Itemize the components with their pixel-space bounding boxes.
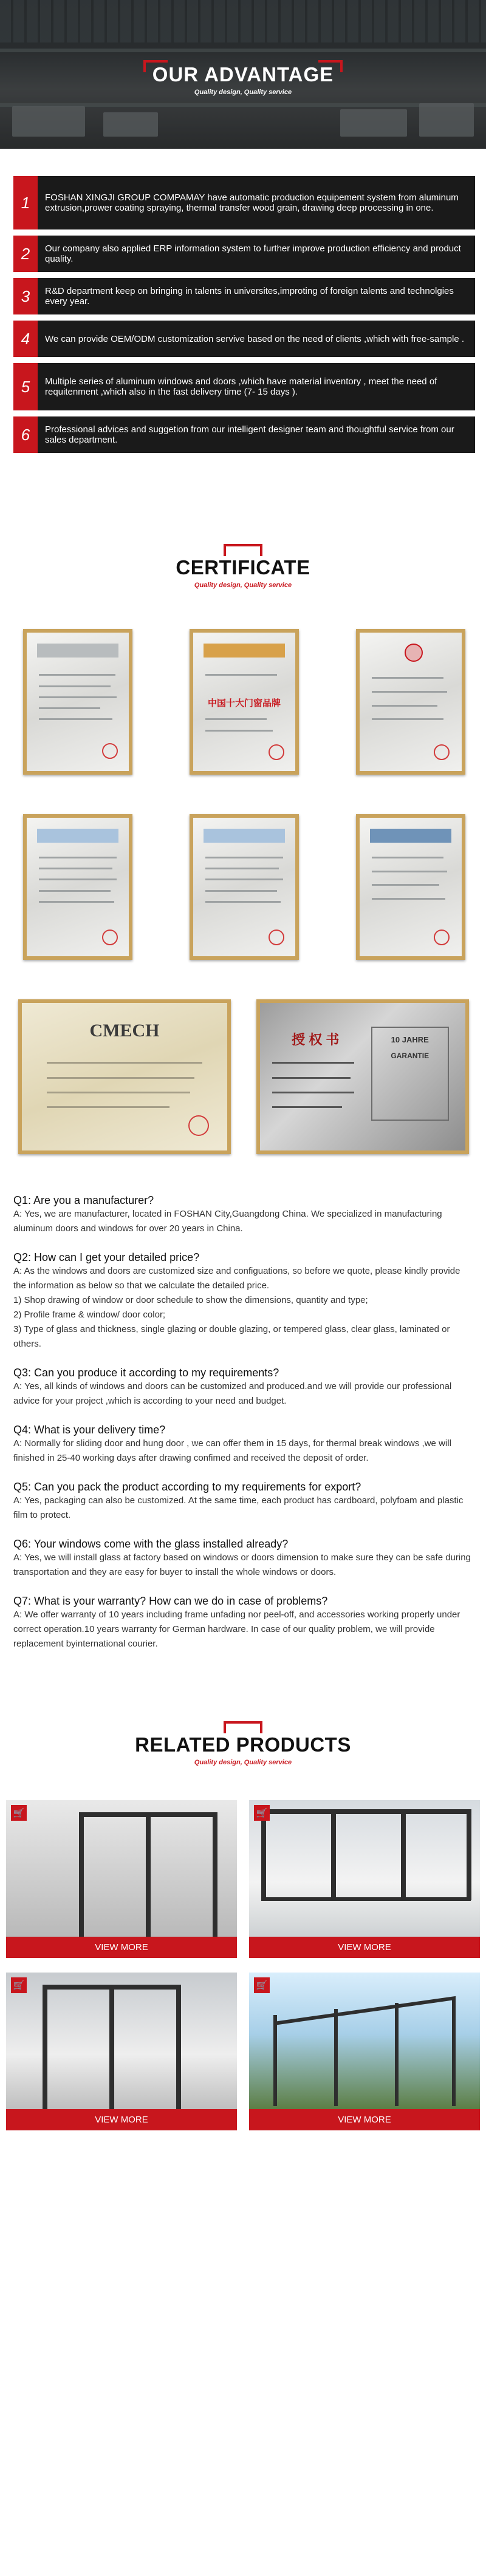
advantage-text: We can provide OEM/ODM customization servive based on the need of clients ,which with free-sample . <box>38 321 475 357</box>
certificate-image <box>190 629 299 775</box>
garantie-label: GARANTIE <box>391 1052 430 1061</box>
advantage-number: 1 <box>13 176 38 229</box>
certificate-caption: 中国十大门窗品牌 <box>207 698 281 709</box>
product-image[interactable] <box>249 1800 480 1937</box>
garantie-years: 10 JAHRE <box>391 1035 429 1044</box>
advantage-item <box>13 236 475 272</box>
seal-stamp <box>434 744 450 760</box>
certificate-image <box>23 629 132 775</box>
faq-answer-item: 2) Profile frame & window/ door color; <box>13 1310 166 1320</box>
seal-stamp <box>102 743 118 759</box>
view-more-button[interactable]: VIEW MORE <box>6 2109 237 2130</box>
faq-answer-item: 1) Shop drawing of window or door schedule to show the dimensions, quantity and type; <box>13 1295 368 1305</box>
view-more-button[interactable]: VIEW MORE <box>249 1937 480 1958</box>
certificate-image <box>356 814 465 960</box>
certificate-image <box>190 814 299 960</box>
seal-stamp <box>102 929 118 945</box>
seal-stamp <box>269 744 284 760</box>
advantage-text: Multiple series of aluminum windows and doors ,which have material inventory , meet the need of requitenment ,which also in the fast delivery time (7- 15 days ). <box>38 363 475 410</box>
faq-answer: A: Yes, all kinds of windows and doors can be customized and produced.and we will provide our professional advice for your project ,which is according to your need and budget. <box>13 1381 452 1406</box>
certificate-title: CERTIFICATE <box>169 556 316 579</box>
advantage-text: R&D department keep on bringing in talents in universites,improting of foreign talents and technolgies every year. <box>38 278 475 314</box>
emblem-icon <box>405 644 423 662</box>
faq-question: Q4: What is your delivery time? <box>13 1424 166 1436</box>
certificate-subtitle: Quality design, Quality service <box>194 582 292 589</box>
faq-answer: A: Yes, we will install glass at factory based on windows or doors dimension to make sure they can be safe during transportation and they are easy for buyer to install the whole windows or doors. <box>13 1552 471 1577</box>
seal-stamp <box>269 929 284 945</box>
faq-question: Q1: Are you a manufacturer? <box>13 1194 154 1206</box>
advantage-text: FOSHAN XINGJI GROUP COMPAMAY have automatic production equipement system from aluminum extrusion,prower coating spraying, thermal transfer wood grain, drawing deep processing in one. <box>38 176 475 229</box>
certificate-image <box>23 814 132 960</box>
garantie-badge <box>371 1027 449 1121</box>
faq-question: Q3: Can you produce it according to my requirements? <box>13 1367 279 1379</box>
hero-subtitle: Quality design, Quality service <box>194 89 292 96</box>
faq-answer: A: Yes, packaging can also be customized. At the same time, each product has cardboard, polyfoam and plastic film to protect. <box>13 1495 464 1520</box>
seal-stamp <box>434 929 450 945</box>
product-card[interactable] <box>249 1800 480 1958</box>
hero-title: OUR ADVANTAGE <box>152 63 334 86</box>
advantage-number: 4 <box>13 321 38 357</box>
related-subtitle: Quality design, Quality service <box>194 1759 292 1766</box>
faq-answer-item: 3) Type of glass and thickness, single glazing or double glazing, or tempered glass, clear glass, laminated or others. <box>13 1324 450 1349</box>
cart-icon[interactable]: 🛒 <box>11 1805 27 1821</box>
faq-section <box>0 1194 486 1651</box>
advantage-text: Our company also applied ERP information system to further improve production efficiency and product quality. <box>38 236 475 272</box>
product-image[interactable] <box>6 1973 237 2109</box>
related-product-grid <box>0 1800 486 2130</box>
seal-stamp <box>188 1115 209 1136</box>
cart-icon[interactable]: 🛒 <box>11 1977 27 1993</box>
certificate-caption: CMECH <box>89 1021 160 1041</box>
related-title: RELATED PRODUCTS <box>129 1733 357 1756</box>
view-more-button[interactable]: VIEW MORE <box>249 2109 480 2130</box>
faq-answer: A: Yes, we are manufacturer, located in FOSHAN City,Guangdong China. We specialized in manufacturing aluminum doors and windows for over 20 years in China. <box>13 1209 442 1234</box>
advantage-item <box>13 176 475 229</box>
advantage-item <box>13 321 475 357</box>
certificate-image <box>18 999 231 1154</box>
faq-question: Q5: Can you pack the product according to my requirements for export? <box>13 1481 361 1493</box>
advantage-item <box>13 416 475 453</box>
advantage-text: Professional advices and suggetion from our intelligent designer team and thoughtful service from our sales department. <box>38 416 475 453</box>
advantage-item <box>13 278 475 314</box>
certificate-caption: 授 权 书 <box>292 1031 340 1047</box>
faq-answer: A: Normally for sliding door and hung door , we can offer them in 15 days, for thermal break windows ,we will finished in 25-40 working days after drawing confimed and received the deposit of order. <box>13 1438 451 1463</box>
hero-banner <box>0 0 486 149</box>
faq-question: Q6: Your windows come with the glass installed already? <box>13 1538 289 1550</box>
faq-question: Q7: What is your warranty? How can we do in case of problems? <box>13 1595 328 1607</box>
cart-icon[interactable]: 🛒 <box>254 1805 270 1821</box>
product-card[interactable] <box>6 1800 237 1958</box>
cart-icon[interactable]: 🛒 <box>254 1977 270 1993</box>
product-image[interactable] <box>249 1973 480 2109</box>
advantage-item <box>13 363 475 410</box>
related-heading <box>0 1721 486 1776</box>
product-card[interactable] <box>249 1973 480 2130</box>
certificate-image <box>256 999 469 1154</box>
certificate-heading <box>0 544 486 599</box>
view-more-button[interactable]: VIEW MORE <box>6 1937 237 1958</box>
advantage-number: 5 <box>13 363 38 410</box>
product-card[interactable] <box>6 1973 237 2130</box>
advantage-number: 6 <box>13 416 38 453</box>
advantage-list <box>0 149 486 453</box>
certificate-gallery <box>0 629 486 1194</box>
faq-answer: A: As the windows and doors are customized size and configuations, so before we quote, please kindly provide the information as below so that we calculate the detailed price. <box>13 1266 460 1291</box>
advantage-number: 3 <box>13 278 38 314</box>
advantage-number: 2 <box>13 236 38 272</box>
faq-answer: A: We offer warranty of 10 years including frame unfading nor peel-off, and accessories working properly under correct operation.10 years warranty for German hardware. In case of our quality problem, we will provide replacement byinternational courier. <box>13 1609 460 1649</box>
certificate-image <box>356 629 465 775</box>
product-image[interactable] <box>6 1800 237 1937</box>
faq-question: Q2: How can I get your detailed price? <box>13 1251 200 1263</box>
